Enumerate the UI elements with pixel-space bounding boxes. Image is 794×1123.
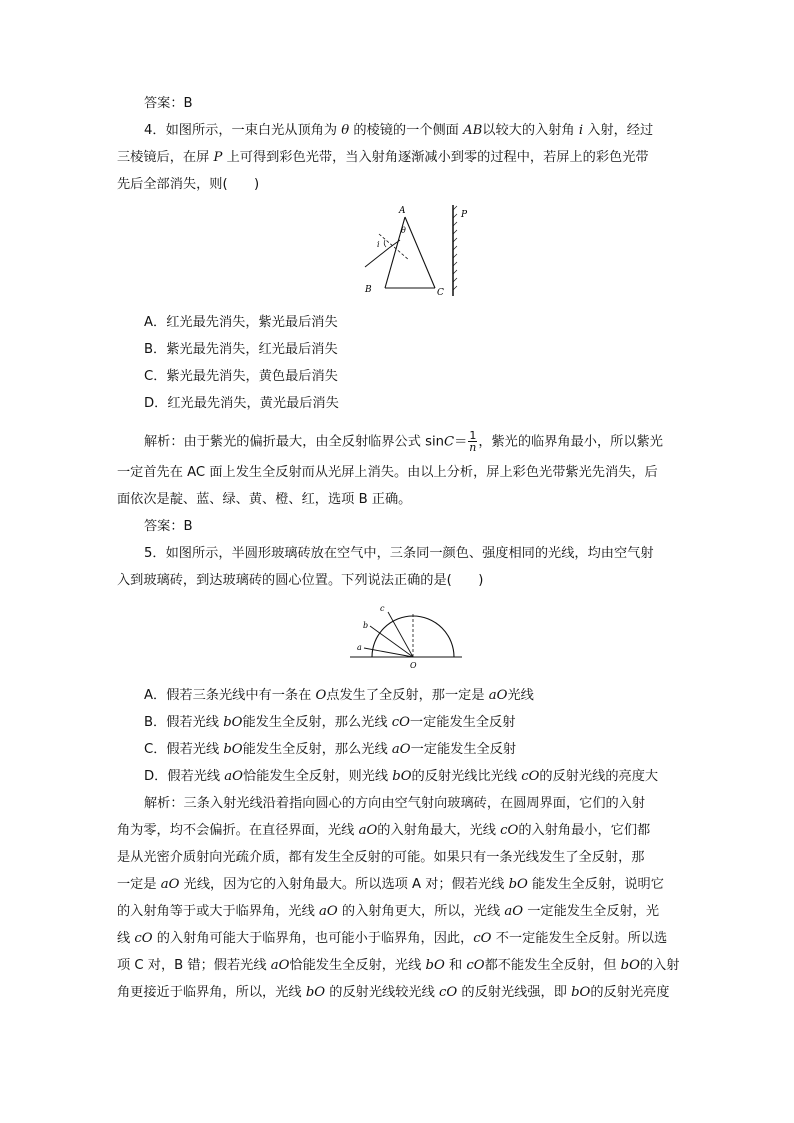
q4-solution-line-3: 面依次是靛、蓝、绿、黄、橙、红，选项 B 正确。 bbox=[117, 492, 412, 507]
answer-4: 答案：B bbox=[144, 519, 193, 534]
theta-symbol: θ bbox=[341, 123, 350, 138]
q4-option-b: B．紫光最先消失，红光最后消失 bbox=[144, 342, 338, 357]
q5-solution-line-8: 角更接近于临界角，所以，光线 bO 的反射光线较光线 cO 的反射光线强，即 bO的反射光亮度 bbox=[117, 985, 670, 1000]
q5-solution-line-2: 角为零，均不会偏折。在直径界面，光线 aO的入射角最大，光线 cO的入射角最小，它们都 bbox=[117, 823, 651, 838]
semicircle-figure bbox=[350, 598, 465, 670]
question-4-line-1: 4．如图所示，一束白光从顶角为 θ 的棱镜的一个侧面 AB以较大的入射角 i 入射，经过 bbox=[144, 123, 654, 138]
q4-option-a: A．红光最先消失，紫光最后消失 bbox=[144, 315, 338, 330]
q5-solution-line-3: 是从光密介质射向光疏介质，都有发生全反射的可能。如果只有一条光线发生了全反射，那 bbox=[117, 850, 645, 865]
label-A: A bbox=[399, 206, 406, 216]
label-O: O bbox=[410, 661, 417, 670]
q5-solution-line-6: 线 cO 的入射角可能大于临界角，也可能小于临界角，因此，cO 不一定能发生全反射。所以选 bbox=[117, 931, 668, 946]
label-b: b bbox=[363, 621, 369, 630]
question-4-line-3: 先后全部消失，则( ) bbox=[117, 177, 260, 192]
label-B: B bbox=[365, 285, 372, 295]
label-C: C bbox=[437, 288, 444, 298]
q5-option-b: B．假若光线 bO能发生全反射，那么光线 cO一定能发生全反射 bbox=[144, 715, 516, 730]
q5-option-a: A．假若三条光线中有一条在 O点发生了全反射，那一定是 aO光线 bbox=[144, 688, 534, 703]
q5-option-c: C．假若光线 bO能发生全反射，那么光线 aO一定能发生全反射 bbox=[144, 742, 517, 757]
label-a: a bbox=[357, 643, 362, 652]
q4-option-d: D．红光最先消失，黄光最后消失 bbox=[144, 396, 339, 411]
label-P: P bbox=[461, 210, 468, 220]
label-theta: θ bbox=[401, 226, 406, 235]
q5-solution-line-5: 的入射角等于或大于临界角，光线 aO 的入射角更大，所以，光线 aO 一定能发生全反射，光 bbox=[117, 904, 660, 919]
q4-solution-line-2: 一定首先在 AC 面上发生全反射而从光屏上消失。由以上分析，屏上彩色光带紫光先消失，后 bbox=[117, 465, 658, 480]
q4-solution-line-1: 解析：由于紫光的偏折最大，由全反射临界公式 sinC＝ $\frac{1}{n}$ ，紫光的临界角最小，所以紫光 bbox=[144, 429, 663, 454]
q5-solution-line-1: 解析：三条入射光线沿着指向圆心的方向由空气射向玻璃砖，在圆周界面，它们的入射 bbox=[144, 796, 646, 811]
q4-option-c: C．紫光最先消失，黄色最后消失 bbox=[144, 369, 338, 384]
prism-figure bbox=[355, 200, 475, 300]
q5-option-d: D．假若光线 aO恰能发生全反射，则光线 bO的反射光线比光线 cO的反射光线的亮度大 bbox=[144, 769, 659, 784]
answer-3: 答案：B bbox=[144, 96, 193, 111]
fraction-1-over-n: $\frac{1}{n}$ bbox=[469, 429, 477, 454]
q5-solution-line-7: 项 C 对，B 错；假若光线 aO恰能发生全反射，光线 bO 和 cO都不能发生全反射，但 bO的入射 bbox=[117, 958, 680, 973]
label-i: i bbox=[377, 240, 380, 249]
question-5-line-2: 入到玻璃砖，到达玻璃砖的圆心位置。下列说法正确的是( ) bbox=[117, 573, 484, 588]
question-4-line-2: 三棱镜后，在屏 P 上可得到彩色光带，当入射角逐渐减小到零的过程中，若屏上的彩色光带 bbox=[117, 150, 649, 165]
q5-solution-line-4: 一定是 aO 光线，因为它的入射角最大。所以选项 A 对；假若光线 bO 能发生全反射，说明它 bbox=[117, 877, 664, 892]
label-c: c bbox=[380, 604, 385, 613]
question-5-line-1: 5．如图所示，半圆形玻璃砖放在空气中，三条同一颜色、强度相同的光线，均由空气射 bbox=[144, 546, 654, 561]
